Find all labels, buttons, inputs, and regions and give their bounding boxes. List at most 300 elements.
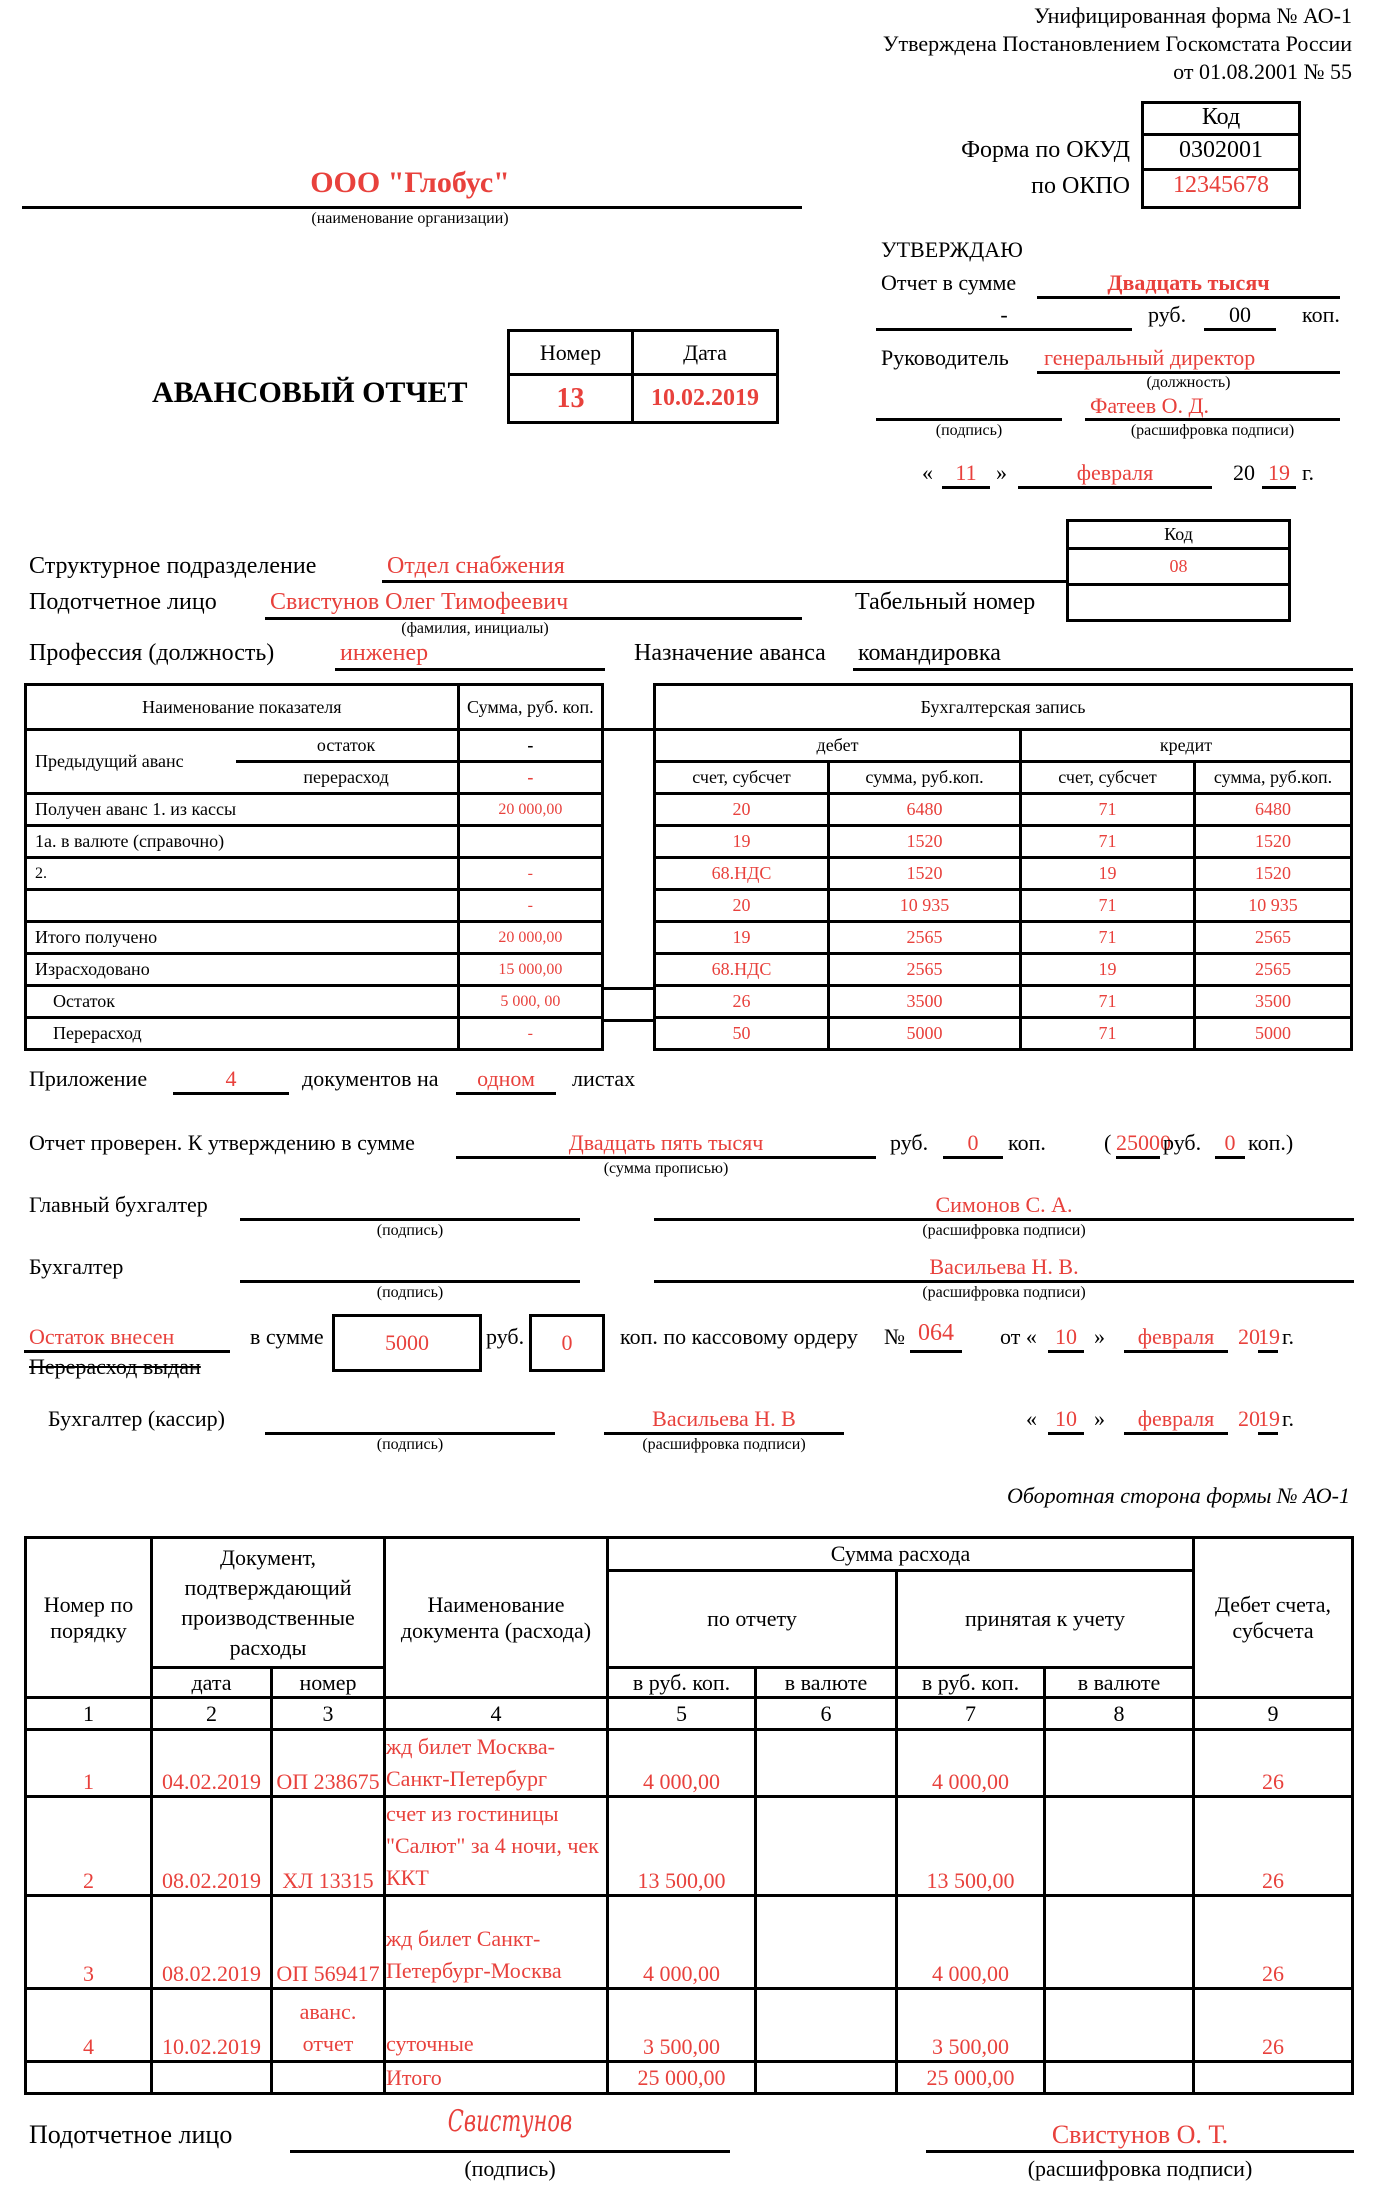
- form-header: [652, 2, 1352, 86]
- total-rub: 25 000,00: [608, 2062, 756, 2094]
- chief-accountant-sign-caption: (подпись): [376, 1222, 444, 1239]
- cash-num-sign: №: [884, 1324, 905, 1349]
- summary-row: [26, 922, 603, 954]
- form-line-2: Утверждена Постановлением Госкомстата России: [882, 31, 1352, 56]
- credit-header: кредит: [1021, 730, 1352, 762]
- debit-sum-header: сумма, руб.коп.: [829, 762, 1021, 794]
- header-name: Наименование документа (расхода): [385, 1538, 608, 1698]
- reverse-side-title: Оборотная сторона формы № АО-1: [1007, 1483, 1350, 1508]
- summary-row-value[interactable]: 20 000,00: [458, 922, 602, 954]
- expense-name[interactable]: жд билет Москва-Санкт-Петербург: [385, 1730, 608, 1797]
- cash-month-line: [1124, 1350, 1228, 1353]
- okud-value: 0302001: [1179, 137, 1263, 163]
- cashier-quote-close: »: [1094, 1406, 1105, 1431]
- expense-date[interactable]: 08.02.2019: [152, 1797, 272, 1896]
- accountant-name-line: [654, 1280, 1354, 1283]
- debit-account[interactable]: 20: [655, 794, 829, 826]
- okpo-value[interactable]: 12345678: [1173, 172, 1269, 198]
- total-acc-rub: 25 000,00: [897, 2062, 1045, 2094]
- footer-signature[interactable]: Свистунов: [447, 2104, 573, 2139]
- expense-num: 3: [26, 1896, 152, 1989]
- purpose-label: Назначение аванса: [634, 640, 826, 666]
- accounting-row: [655, 922, 1352, 954]
- profession-line: [335, 668, 605, 671]
- org-name[interactable]: ООО "Глобус": [310, 166, 510, 199]
- credit-account[interactable]: 71: [1021, 826, 1195, 858]
- approval-year-prefix: 20: [1233, 460, 1255, 485]
- approval-quote-close: »: [996, 460, 1007, 485]
- cashier-quote-open: «: [1026, 1406, 1037, 1431]
- dept-code-header: Код: [1068, 521, 1290, 549]
- summary-row: [26, 890, 603, 922]
- expense-cur[interactable]: [756, 1896, 897, 1989]
- approval-kop-value[interactable]: 00: [1229, 302, 1251, 327]
- accounting-row: [655, 826, 1352, 858]
- org-caption: (наименование организации): [311, 210, 509, 227]
- tab-number-value[interactable]: [1068, 585, 1290, 621]
- approval-sum-cont[interactable]: -: [1000, 302, 1008, 327]
- expense-acc-rub[interactable]: 4 000,00: [897, 1896, 1045, 1989]
- summary-row: [26, 826, 603, 858]
- approval-year-line: [1262, 486, 1296, 489]
- total-label: Итого: [385, 2062, 608, 2094]
- col-number: 8: [1045, 1698, 1194, 1730]
- approval-rub: руб.: [1148, 302, 1187, 327]
- cashier-year-suffix[interactable]: 19: [1258, 1406, 1280, 1431]
- debit-account[interactable]: 19: [655, 922, 829, 954]
- accountant-name-caption: (расшифровка подписи): [922, 1284, 1086, 1301]
- cash-day[interactable]: 10: [1055, 1324, 1077, 1349]
- summary-row-value[interactable]: 15 000,00: [458, 954, 602, 986]
- summary-row-label: Итого получено: [26, 922, 459, 954]
- accounting-table: [653, 683, 1353, 1051]
- col-number: 7: [897, 1698, 1045, 1730]
- credit-sum[interactable]: 3500: [1195, 986, 1352, 1018]
- rest-deposited-line: [24, 1350, 230, 1353]
- header-acc-cur: в валюте: [1045, 1668, 1194, 1698]
- expense-name[interactable]: суточные: [385, 1989, 608, 2062]
- header-by-report: по отчету: [608, 1571, 897, 1668]
- credit-sum[interactable]: 10 935: [1195, 890, 1352, 922]
- summary-row-label: 1а. в валюте (справочно): [26, 826, 459, 858]
- col-number: 5: [608, 1698, 756, 1730]
- cash-year-prefix: 20: [1238, 1324, 1260, 1349]
- header-doc: Документ, подтверждающий производственные расходы: [152, 1538, 385, 1668]
- summary-row-value[interactable]: [458, 826, 602, 858]
- profession-value[interactable]: инженер: [340, 640, 429, 666]
- debit-account-header: счет, субсчет: [655, 762, 829, 794]
- header-sum: Сумма расхода: [608, 1538, 1194, 1571]
- attachment-label: Приложение: [29, 1066, 148, 1091]
- expense-doc-number[interactable]: ОП 238675: [272, 1730, 385, 1797]
- person-label: Подотчетное лицо: [29, 589, 217, 615]
- expense-cur[interactable]: [756, 1730, 897, 1797]
- total-empty-cell: [26, 2062, 152, 2094]
- expense-rub[interactable]: 3 500,00: [608, 1989, 756, 2062]
- cashier-sign-caption: (подпись): [376, 1436, 444, 1453]
- prev-over-value[interactable]: -: [458, 762, 602, 794]
- cash-rub-value[interactable]: 5000: [332, 1314, 482, 1372]
- summary-row: [26, 858, 603, 890]
- chief-accountant-name-caption: (расшифровка подписи): [922, 1222, 1086, 1239]
- cashier-name[interactable]: Васильева Н. В: [652, 1406, 796, 1431]
- debit-account[interactable]: 68.НДС: [655, 954, 829, 986]
- rest-deposited[interactable]: Остаток внесен: [29, 1324, 175, 1349]
- approval-sum-line: [1037, 296, 1340, 299]
- approval-sum-words[interactable]: Двадцать тысяч: [1107, 270, 1270, 295]
- attachment-docs-label: документов на: [302, 1066, 439, 1091]
- summary-row: [26, 986, 603, 1018]
- expense-num: 2: [26, 1797, 152, 1896]
- verified-kop2-value[interactable]: 0: [1224, 1130, 1236, 1155]
- head-name[interactable]: Фатеев О. Д.: [1090, 393, 1210, 418]
- cash-year-suffix[interactable]: 19: [1258, 1324, 1280, 1349]
- purpose-value[interactable]: командировка: [858, 640, 1001, 666]
- footer-label: Подотчетное лицо: [29, 2120, 233, 2149]
- expense-cur[interactable]: [756, 1989, 897, 2062]
- expense-rub[interactable]: 4 000,00: [608, 1896, 756, 1989]
- col-number: 3: [272, 1698, 385, 1730]
- cash-order-number[interactable]: 064: [918, 1320, 954, 1346]
- debit-sum[interactable]: 6480: [829, 794, 1021, 826]
- cashier-month[interactable]: февраля: [1137, 1406, 1215, 1431]
- footer-name-line: [926, 2150, 1354, 2153]
- cashier-day[interactable]: 10: [1055, 1406, 1077, 1431]
- org-name-line: [22, 206, 802, 209]
- chief-accountant-name-line: [654, 1218, 1354, 1221]
- expense-num: 1: [26, 1730, 152, 1797]
- expense-row: [26, 1896, 1353, 1989]
- credit-account[interactable]: 71: [1021, 890, 1195, 922]
- prev-rest-value[interactable]: -: [458, 730, 602, 762]
- expense-debit[interactable]: 26: [1194, 1989, 1353, 2062]
- cash-order-line: [910, 1350, 962, 1353]
- dept-value[interactable]: Отдел снабжения: [387, 553, 565, 579]
- chief-accountant-label: Главный бухгалтер: [29, 1192, 208, 1217]
- footer-sign-caption: (подпись): [464, 2156, 556, 2181]
- verified-rub2: руб.: [1163, 1130, 1202, 1155]
- report-date[interactable]: 10.02.2019: [633, 375, 778, 423]
- dept-code-table: [1066, 519, 1291, 622]
- approval-heading: УТВЕРЖДАЮ: [881, 237, 1023, 262]
- credit-account[interactable]: 71: [1021, 1018, 1195, 1050]
- expense-cur[interactable]: [756, 1797, 897, 1896]
- document-title: АВАНСОВЫЙ ОТЧЕТ: [152, 376, 468, 409]
- debit-sum[interactable]: 1520: [829, 858, 1021, 890]
- header-date: дата: [152, 1668, 272, 1698]
- credit-account[interactable]: 19: [1021, 858, 1195, 890]
- accountant-name[interactable]: Васильева Н. В.: [929, 1254, 1079, 1279]
- overspend-issued[interactable]: Перерасход выдан: [29, 1354, 201, 1379]
- debit-account[interactable]: 26: [655, 986, 829, 1018]
- form-line-1: Унифицированная форма № АО-1: [1033, 3, 1352, 28]
- head-label: Руководитель: [881, 345, 1009, 370]
- table-connector-line: [604, 1019, 654, 1022]
- total-empty-cell: [1194, 2062, 1353, 2094]
- credit-sum[interactable]: 2565: [1195, 954, 1352, 986]
- cash-quote-close: »: [1094, 1324, 1105, 1349]
- cash-order-label: коп. по кассовому ордеру: [620, 1324, 858, 1349]
- summary-row-label: Остаток: [26, 986, 459, 1018]
- expense-acc-cur[interactable]: [1045, 1730, 1194, 1797]
- person-caption: (фамилия, инициалы): [401, 620, 549, 637]
- head-position[interactable]: генеральный директор: [1044, 345, 1256, 370]
- expense-acc-cur[interactable]: [1045, 1896, 1194, 1989]
- accounting-row: [655, 890, 1352, 922]
- debit-header: дебет: [655, 730, 1021, 762]
- summary-row-label: Получен аванс 1. из кассы: [26, 794, 459, 826]
- verified-kop-value[interactable]: 0: [967, 1130, 979, 1155]
- cash-kop-value[interactable]: 0: [529, 1314, 605, 1372]
- debit-account[interactable]: 19: [655, 826, 829, 858]
- summary-row-value[interactable]: -: [458, 890, 602, 922]
- credit-sum[interactable]: 1520: [1195, 826, 1352, 858]
- purpose-line: [853, 668, 1353, 671]
- approval-day-line: [942, 486, 990, 489]
- approval-year-unit: г.: [1302, 460, 1315, 485]
- debit-account[interactable]: 20: [655, 890, 829, 922]
- cashier-month-line: [1124, 1432, 1228, 1435]
- summary-row: [26, 1018, 603, 1050]
- expense-debit[interactable]: 26: [1194, 1896, 1353, 1989]
- accounting-row: [655, 954, 1352, 986]
- col-number: 9: [1194, 1698, 1353, 1730]
- chief-accountant-sign-line: [240, 1218, 580, 1221]
- cash-day-line: [1048, 1350, 1084, 1353]
- tab-number-label: Табельный номер: [855, 589, 1036, 615]
- credit-account[interactable]: 71: [1021, 794, 1195, 826]
- attachment-count-line: [173, 1092, 289, 1095]
- header-number: номер: [272, 1668, 385, 1698]
- summary-row-label: [26, 890, 459, 922]
- approval-month-line: [1018, 486, 1212, 489]
- expense-acc-cur[interactable]: [1045, 1989, 1194, 2062]
- accounting-row: [655, 1018, 1352, 1050]
- date-header: Дата: [633, 331, 778, 375]
- approval-quote-open: «: [922, 460, 933, 485]
- expense-debit[interactable]: 26: [1194, 1730, 1353, 1797]
- verified-kop-line: [943, 1156, 1003, 1159]
- credit-sum[interactable]: 1520: [1195, 858, 1352, 890]
- header-num: Номер по порядку: [26, 1538, 152, 1698]
- dept-line: [382, 580, 1068, 583]
- col-number: 4: [385, 1698, 608, 1730]
- expense-acc-rub[interactable]: 3 500,00: [897, 1989, 1045, 2062]
- accounting-title: Бухгалтерская запись: [655, 685, 1352, 730]
- debit-sum[interactable]: 5000: [829, 1018, 1021, 1050]
- attachment-sheets-label: листах: [572, 1066, 636, 1091]
- position-caption: (должность): [1146, 374, 1231, 391]
- expense-date[interactable]: 04.02.2019: [152, 1730, 272, 1797]
- debit-account[interactable]: 50: [655, 1018, 829, 1050]
- accountant-sign-caption: (подпись): [376, 1284, 444, 1301]
- prev-over-label: перерасход: [236, 762, 459, 794]
- debit-sum[interactable]: 10 935: [829, 890, 1021, 922]
- summary-row-label: 2.: [26, 858, 459, 890]
- summary-row: [26, 794, 603, 826]
- accountant-sign-line: [240, 1280, 580, 1283]
- credit-sum[interactable]: 5000: [1195, 1018, 1352, 1050]
- summary-header-name: Наименование показателя: [26, 685, 459, 730]
- verified-sum-caption: (сумма прописью): [603, 1160, 729, 1177]
- expense-doc-number[interactable]: ХЛ 13315: [272, 1797, 385, 1896]
- footer-name[interactable]: Свистунов О. Т.: [1051, 2120, 1229, 2149]
- total-empty-cell: [756, 2062, 897, 2094]
- header-accepted: принятая к учету: [897, 1571, 1194, 1668]
- cash-rub: руб.: [486, 1324, 525, 1349]
- expense-row: [26, 1730, 1353, 1797]
- summary-row-value[interactable]: -: [458, 1018, 602, 1050]
- accounting-row: [655, 794, 1352, 826]
- approval-sum-label: Отчет в сумме: [881, 270, 1017, 295]
- head-name-line: [1085, 418, 1340, 421]
- approval-day[interactable]: 11: [955, 460, 977, 485]
- verified-rub-num-line: [1116, 1156, 1160, 1159]
- approval-kop-line: [1204, 328, 1276, 331]
- head-name-caption: (расшифровка подписи): [1130, 422, 1295, 439]
- col-number: 1: [26, 1698, 152, 1730]
- expense-row: [26, 1797, 1353, 1896]
- verified-rub-num[interactable]: 25000: [1116, 1130, 1171, 1155]
- expense-date[interactable]: 10.02.2019: [152, 1989, 272, 2062]
- cashier-year-unit: г.: [1282, 1406, 1295, 1431]
- summary-header-sum: Сумма, руб. коп.: [458, 685, 602, 730]
- summary-row-label: Израсходовано: [26, 954, 459, 986]
- credit-sum[interactable]: 6480: [1195, 794, 1352, 826]
- form-line-3: от 01.08.2001 № 55: [1173, 59, 1352, 84]
- verified-label: Отчет проверен. К утверждению в сумме: [29, 1130, 415, 1155]
- expense-date[interactable]: 08.02.2019: [152, 1896, 272, 1989]
- approval-month[interactable]: февраля: [1076, 460, 1154, 485]
- credit-account-header: счет, субсчет: [1021, 762, 1195, 794]
- number-header: Номер: [509, 331, 633, 375]
- credit-sum-header: сумма, руб.коп.: [1195, 762, 1352, 794]
- debit-sum[interactable]: 2565: [829, 922, 1021, 954]
- verified-paren: (: [1104, 1130, 1112, 1155]
- accountant-label: Бухгалтер: [29, 1254, 124, 1279]
- expense-doc-number[interactable]: аванс. отчет: [272, 1989, 385, 2062]
- footer-name-caption: (расшифровка подписи): [1027, 2156, 1253, 2181]
- expense-debit[interactable]: 26: [1194, 1797, 1353, 1896]
- verified-kop: коп.: [1008, 1130, 1046, 1155]
- person-value[interactable]: Свистунов Олег Тимофеевич: [270, 589, 569, 615]
- total-empty-cell: [152, 2062, 272, 2094]
- cash-from: от «: [1000, 1324, 1037, 1349]
- expense-acc-rub[interactable]: 13 500,00: [897, 1797, 1045, 1896]
- accounting-row: [655, 858, 1352, 890]
- credit-account[interactable]: 71: [1021, 922, 1195, 954]
- col-number: 2: [152, 1698, 272, 1730]
- header-acc-rub: в руб. коп.: [897, 1668, 1045, 1698]
- expense-name[interactable]: счет из гостиницы "Салют" за 4 ночи, чек ККТ: [385, 1797, 608, 1896]
- cashier-year-line: [1258, 1432, 1278, 1435]
- cashier-label: Бухгалтер (кассир): [48, 1406, 225, 1431]
- summary-row: [26, 954, 603, 986]
- cashier-year-prefix: 20: [1238, 1406, 1260, 1431]
- cash-year-unit: г.: [1282, 1324, 1295, 1349]
- verified-kop2: коп.): [1248, 1130, 1294, 1155]
- verified-sum-words[interactable]: Двадцать пять тысяч: [568, 1130, 764, 1155]
- credit-sum[interactable]: 2565: [1195, 922, 1352, 954]
- attachment-sheets[interactable]: одном: [477, 1066, 535, 1091]
- expense-rub[interactable]: 4 000,00: [608, 1730, 756, 1797]
- attachment-count[interactable]: 4: [225, 1066, 237, 1091]
- debit-sum[interactable]: 3500: [829, 986, 1021, 1018]
- expense-doc-number[interactable]: ОП 569417: [272, 1896, 385, 1989]
- expense-name[interactable]: жд билет Санкт-Петербург-Москва: [385, 1896, 608, 1989]
- expense-num: 4: [26, 1989, 152, 2062]
- expense-acc-rub[interactable]: 4 000,00: [897, 1730, 1045, 1797]
- code-divider: [1141, 133, 1301, 136]
- credit-account[interactable]: 19: [1021, 954, 1195, 986]
- dept-label: Структурное подразделение: [29, 553, 317, 579]
- code-header: Код: [1201, 104, 1241, 130]
- cash-year-line: [1258, 1350, 1278, 1353]
- debit-sum[interactable]: 2565: [829, 954, 1021, 986]
- table-connector-line: [604, 728, 654, 731]
- header-debit: Дебет счета, субсчета: [1194, 1538, 1353, 1698]
- summary-table: [24, 683, 604, 1051]
- chief-accountant-name[interactable]: Симонов С. А.: [935, 1192, 1073, 1217]
- table-connector-line: [604, 987, 654, 990]
- total-empty-cell: [1045, 2062, 1194, 2094]
- cash-month[interactable]: февраля: [1137, 1324, 1215, 1349]
- header-cur: в валюте: [756, 1668, 897, 1698]
- code-divider: [1141, 168, 1301, 171]
- cashier-sign-line: [265, 1432, 555, 1435]
- approval-year-suffix[interactable]: 19: [1268, 460, 1290, 485]
- cashier-day-line: [1048, 1432, 1084, 1435]
- footer-sign-line: [290, 2150, 730, 2153]
- verified-kop2-line: [1215, 1156, 1245, 1159]
- debit-account[interactable]: 68.НДС: [655, 858, 829, 890]
- total-empty-cell: [272, 2062, 385, 2094]
- cash-sum-label: в сумме: [250, 1324, 324, 1349]
- debit-sum[interactable]: 1520: [829, 826, 1021, 858]
- head-signature-caption: (подпись): [935, 422, 1003, 439]
- accounting-row: [655, 986, 1352, 1018]
- report-number[interactable]: 13: [509, 375, 633, 423]
- summary-row-value[interactable]: 20 000,00: [458, 794, 602, 826]
- approval-kop: коп.: [1302, 302, 1340, 327]
- prev-rest-label: остаток: [236, 730, 459, 762]
- cashier-name-caption: (расшифровка подписи): [642, 1436, 806, 1453]
- number-date-table: [507, 329, 779, 424]
- expenses-table: [24, 1536, 1354, 2095]
- dept-code-value[interactable]: 08: [1068, 549, 1290, 585]
- col-number: 6: [756, 1698, 897, 1730]
- prev-advance-label: Предыдущий аванс: [26, 730, 236, 794]
- summary-row-value[interactable]: -: [458, 858, 602, 890]
- expense-row: [26, 1989, 1353, 2062]
- summary-row-value[interactable]: 5 000, 00: [458, 986, 602, 1018]
- expense-total-row: [26, 2062, 1353, 2094]
- expense-acc-cur[interactable]: [1045, 1797, 1194, 1896]
- cashier-name-line: [604, 1432, 844, 1435]
- verified-rub: руб.: [890, 1130, 929, 1155]
- expense-rub[interactable]: 13 500,00: [608, 1797, 756, 1896]
- head-signature-line: [876, 418, 1062, 421]
- profession-label: Профессия (должность): [29, 640, 275, 666]
- okud-label: Форма по ОКУД: [961, 137, 1130, 163]
- attachment-sheets-line: [456, 1092, 556, 1095]
- credit-account[interactable]: 71: [1021, 986, 1195, 1018]
- summary-row-label: Перерасход: [26, 1018, 459, 1050]
- header-rub: в руб. коп.: [608, 1668, 756, 1698]
- approval-sum-cont-line: [876, 328, 1132, 331]
- okpo-label: по ОКПО: [1031, 173, 1130, 199]
- verified-sum-line: [456, 1156, 876, 1159]
